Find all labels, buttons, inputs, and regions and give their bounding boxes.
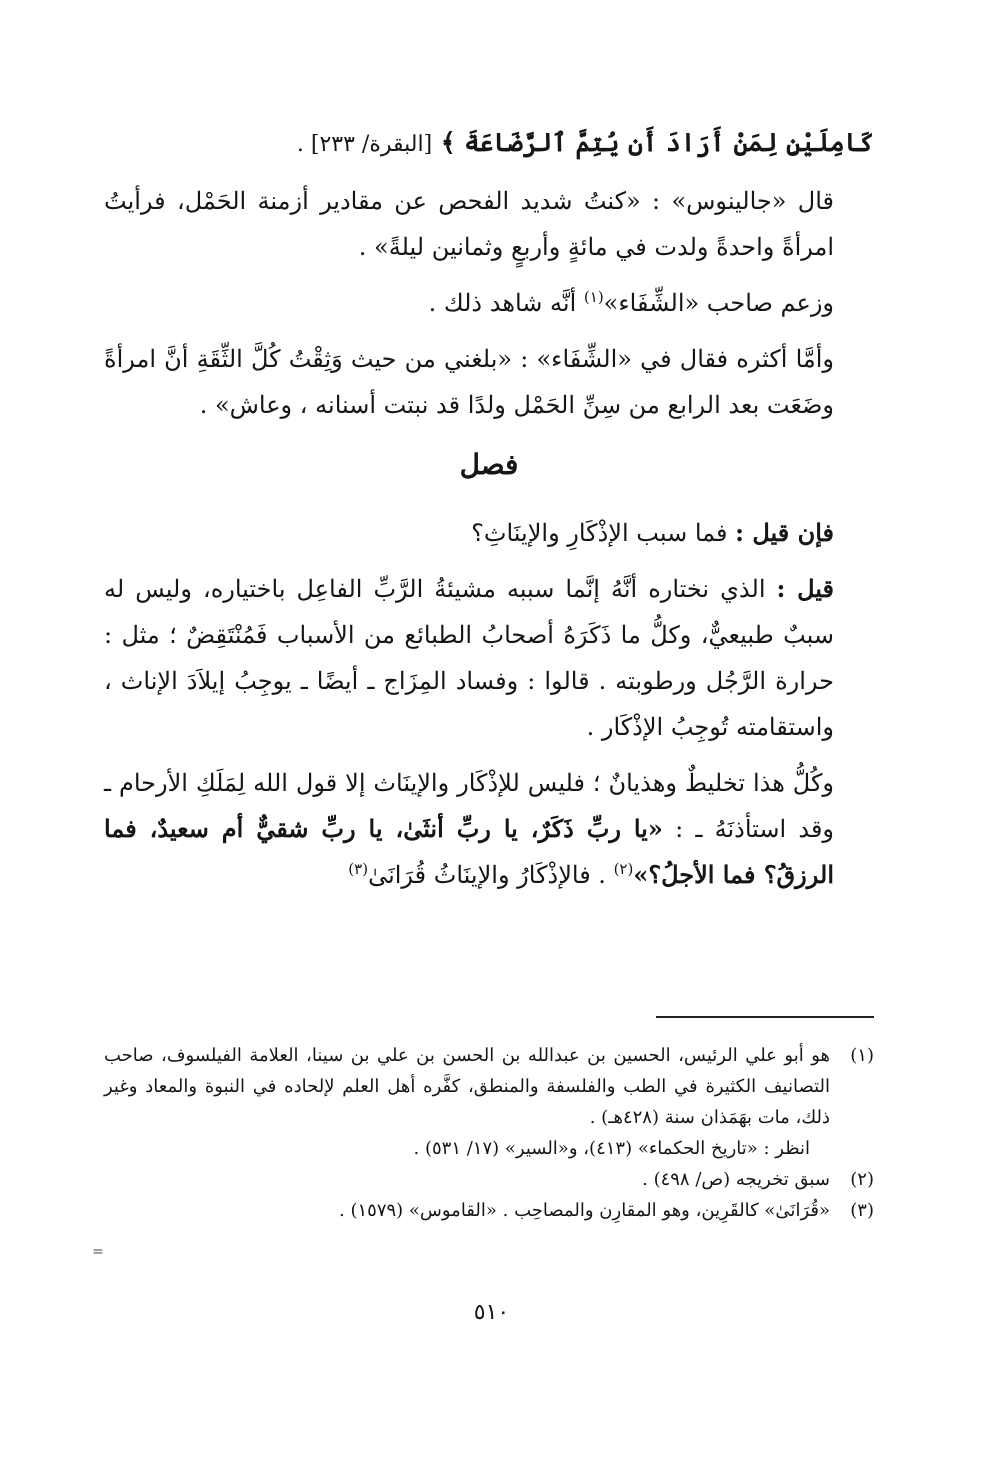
answer-text: الذي نختاره أنَّهُ إنَّما سببه مشيئةُ الرَّبِّ الفاعِل باختياره، وليس له سببٌ طبيعيٌّ، وكلُّ ما ذَكَرَهُ أصحابُ الطبائع من الأسباب فَمُنْتَقِضٌ ؛ مثل : حرارة الرَّجُل ورطوبته . قالوا : وفساد المِزَاج ـ أيضًا ـ يوجِبُ إيلاَدَ الإناث ، واستقامته تُوجِبُ الإذْكَار . xyxy=(104,575,834,741)
paragraph-question xyxy=(104,510,874,556)
paragraph-answer xyxy=(104,566,874,750)
question-text: فما سبب الإذْكَارِ والإينَاثِ؟ xyxy=(471,519,736,547)
paragraph-hadith xyxy=(104,760,874,898)
footnote-marker-2[interactable]: (٢) xyxy=(613,860,634,878)
footnotes xyxy=(104,1040,874,1226)
footnote-3 xyxy=(104,1195,874,1226)
verse-line xyxy=(104,120,874,168)
question-label: فإن قيل : xyxy=(735,518,834,547)
footnote-text: سبق تخريجه (ص/ ٤٩٨) . xyxy=(642,1169,830,1190)
footnote-number: (٢) xyxy=(850,1169,874,1190)
footnote-text: «قُرَانَىٰ» كالقَرِين، وهو المقارِن والمصاحِب . «القاموس» (١٥٧٩) . xyxy=(339,1200,830,1221)
verse-text: كَامِلَيْنِ لِمَنْ أَرَادَ أَن يُتِمَّ ٱلرَّضَاعَةَ ﴾ xyxy=(440,128,874,157)
paragraph-maximum: وأمَّا أكثره فقال في «الشِّفَاء» : «بلغني من حيث وَثِقْتُ كُلَّ الثِّقَةِ أنَّ امرأةً وضَعَت بعد الرابع من سِنِّ الحَمْل ولدًا قد نبتت أسنانه ، وعاش» . xyxy=(104,345,835,419)
hadith-quote: «يا ربِّ ذَكَرٌ، يا ربِّ أنثَىٰ، يا ربِّ شقيٌّ أم سعيدٌ، فما الرزقُ؟ فما الأجلُ؟» xyxy=(104,814,834,889)
verse-reference: [البقرة/ ٢٣٣] . xyxy=(296,132,433,157)
shifa-text-b: أنَّه شاهد ذلك . xyxy=(428,289,584,317)
galen-line-2: فرأيتُ امرأةً واحدةً ولدت في مائةٍ وأربعٍ وثمانين ليلةً» . xyxy=(104,187,834,261)
footnote-number: (١) xyxy=(850,1045,874,1066)
paragraph-galen xyxy=(104,178,874,270)
footnote-separator xyxy=(656,1016,874,1018)
footnote-marker-3[interactable]: (٣) xyxy=(348,860,369,878)
hadith-intro: وكُلُّ هذا تخليطٌ وهذيانٌ ؛ فليس للإذْكَار والإينَاث إلا قول الله لِمَلَكِ الأرحام ـ وقد استأذنَهُ ـ : xyxy=(104,769,835,843)
footnote-1-reference: انظر : «تاريخ الحكماء» (٤١٣)، و«السير» (١٧/ ٥٣١) . xyxy=(413,1138,810,1159)
footnote-marker-1[interactable]: (١) xyxy=(583,288,604,306)
footnote-text: هو أبو علي الرئيس، الحسين بن عبدالله بن الحسن بن علي بن سينا، العلامة الفيلسوف، صاحب التصانيف الكثيرة في الطب والفلسفة والمنطق، كفَّره أهل العلم لإلحاده في النبوة والمعاد وغير ذلك، مات بهَمَذان سنة (٤٢٨هـ) . xyxy=(104,1045,830,1128)
section-title: فصل xyxy=(459,448,519,481)
shifa-text-a: وزعم صاحب «الشِّفَاء» xyxy=(603,289,834,317)
main-text xyxy=(104,120,874,908)
paragraph-shifa xyxy=(104,280,874,326)
footnote-1 xyxy=(104,1040,874,1133)
hadith-tail: . فالإذْكَارُ والإينَاثُ قُرَانَىٰ xyxy=(368,861,614,889)
galen-line-1: قال «جالينوس» : «كنتُ شديد الفحص عن مقادير أزمنة الحَمْل، xyxy=(176,187,834,215)
continuation-mark: = xyxy=(92,1244,104,1260)
footnote-2 xyxy=(104,1164,874,1195)
answer-label: قيل : xyxy=(776,574,834,603)
footnote-number: (٣) xyxy=(850,1200,874,1221)
page-number: ٥١٠ xyxy=(473,1300,510,1325)
